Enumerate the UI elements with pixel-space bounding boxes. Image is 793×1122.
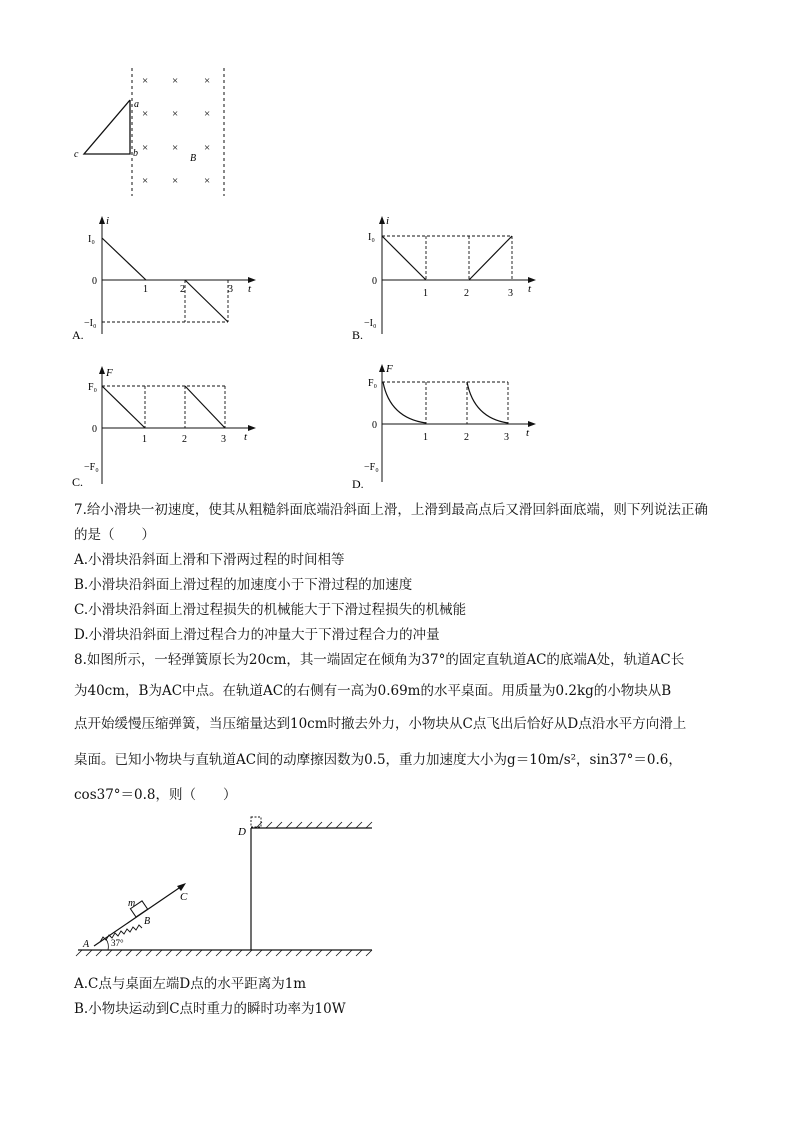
tick-1: 1 — [423, 288, 428, 299]
block-at-D — [251, 817, 261, 827]
label-top: F₀ — [368, 378, 378, 389]
label-m: m — [128, 898, 136, 909]
label-bottom: −F₀ — [364, 462, 379, 473]
option-label: D. — [352, 477, 364, 490]
option-label: B. — [352, 328, 364, 342]
svg-text:×: × — [204, 142, 211, 154]
label-top: I₀ — [88, 234, 95, 245]
q8-stem-line3: 点开始缓慢压缩弹簧，当压缩量达到10cm时撤去外力，小物块从C点飞出后恰好从D点沿水平方向滑上 — [74, 716, 687, 732]
q8-stem-line1: 8.如图所示，一轻弹簧原长为20cm，其一端固定在倾角为37°的固定直轨道AC的底端A处，轨道AC长 — [74, 652, 685, 668]
q8-option-b: B.小物块运动到C点时重力的瞬时功率为10W — [74, 1001, 346, 1017]
label-B: B — [190, 153, 197, 164]
triangle-wire — [84, 100, 130, 154]
svg-text:×: × — [142, 142, 149, 154]
tick-2: 2 — [180, 284, 185, 295]
label-top: F₀ — [88, 382, 98, 393]
label-a: a — [134, 99, 139, 110]
q7-option-c: C.小滑块沿斜面上滑过程损失的机械能大于下滑过程损失的机械能 — [74, 602, 467, 618]
q8-stem-line2: 为40cm，B为AC中点。在轨道AC的右侧有一高为0.69m的水平桌面。用质量为0.2kg的小物块从B — [74, 683, 672, 699]
svg-text:×: × — [172, 108, 179, 120]
label-top: I₀ — [368, 232, 375, 243]
q7-stem-line1: 7.给小滑块一初速度，使其从粗糙斜面底端沿斜面上滑，上滑到最高点后又滑回斜面底端，则下列说法正确 — [74, 502, 708, 518]
label-C: C — [180, 891, 188, 903]
tick-3: 3 — [221, 434, 226, 445]
incline-table-figure — [70, 810, 390, 965]
svg-text:×: × — [172, 142, 179, 154]
label-c: c — [74, 149, 79, 160]
axis-label-i: i — [106, 215, 110, 227]
graph-option-c — [70, 362, 260, 492]
svg-text:×: × — [204, 175, 211, 187]
svg-text:×: × — [172, 75, 179, 87]
graph-option-d — [350, 358, 540, 490]
label-D: D — [238, 826, 246, 838]
axis-label-i: i — [386, 215, 390, 227]
label-b: b — [133, 148, 138, 159]
label-zero: 0 — [372, 276, 377, 287]
tick-3: 3 — [508, 288, 513, 299]
axis-label-t: t — [526, 427, 530, 439]
label-B: B — [144, 916, 151, 927]
label-zero: 0 — [92, 424, 97, 435]
table-hatching — [256, 822, 372, 828]
label-A: A — [83, 939, 90, 950]
q8-option-a: A.C点与桌面左端D点的水平距离为1m — [74, 976, 307, 992]
tick-2: 2 — [182, 434, 187, 445]
field-crosses — [142, 75, 210, 187]
q8-stem-line4: 桌面。已知小物块与直轨道AC间的动摩擦因数为0.5，重力加速度大小为g＝10m/s²，sin37°＝0.6， — [74, 752, 682, 768]
svg-text:×: × — [172, 175, 179, 187]
q8-stem-line5: cos37°＝0.8，则（ ） — [74, 787, 237, 803]
tick-2: 2 — [464, 432, 469, 443]
track-arrow — [177, 883, 186, 891]
tick-1: 1 — [142, 434, 147, 445]
svg-text:×: × — [142, 108, 149, 120]
tick-3: 3 — [228, 284, 233, 295]
axis-label-t: t — [528, 283, 532, 295]
tick-3: 3 — [504, 432, 509, 443]
angle-arc — [106, 939, 108, 950]
q7-option-b: B.小滑块沿斜面上滑过程的加速度小于下滑过程的加速度 — [74, 577, 413, 593]
q7-option-a: A.小滑块沿斜面上滑和下滑两过程的时间相等 — [74, 552, 345, 568]
tick-1: 1 — [143, 284, 148, 295]
svg-text:×: × — [142, 75, 149, 87]
svg-text:×: × — [204, 75, 211, 87]
magnetic-field-figure — [60, 62, 260, 202]
label-angle: 37° — [111, 938, 124, 948]
q7-stem-line2: 的是（ ） — [74, 527, 155, 543]
svg-text:×: × — [204, 108, 211, 120]
graph-option-b — [350, 212, 540, 342]
ground-hatching — [76, 950, 372, 956]
label-zero: 0 — [372, 420, 377, 431]
axis-label-F: F — [106, 367, 113, 379]
svg-text:×: × — [142, 175, 149, 187]
tick-2: 2 — [464, 288, 469, 299]
tick-1: 1 — [423, 432, 428, 443]
label-bottom: −I₀ — [84, 318, 97, 329]
option-label: C. — [72, 475, 84, 489]
axis-label-t: t — [248, 283, 252, 295]
graph-option-a — [70, 212, 260, 342]
axis-label-t: t — [244, 431, 248, 443]
label-bottom: −I₀ — [364, 318, 377, 329]
q7-option-d: D.小滑块沿斜面上滑过程合力的冲量大于下滑过程合力的冲量 — [74, 627, 440, 643]
axis-label-F: F — [386, 363, 393, 375]
label-bottom: −F₀ — [84, 462, 99, 473]
option-label: A. — [72, 328, 84, 342]
label-zero: 0 — [92, 276, 97, 287]
